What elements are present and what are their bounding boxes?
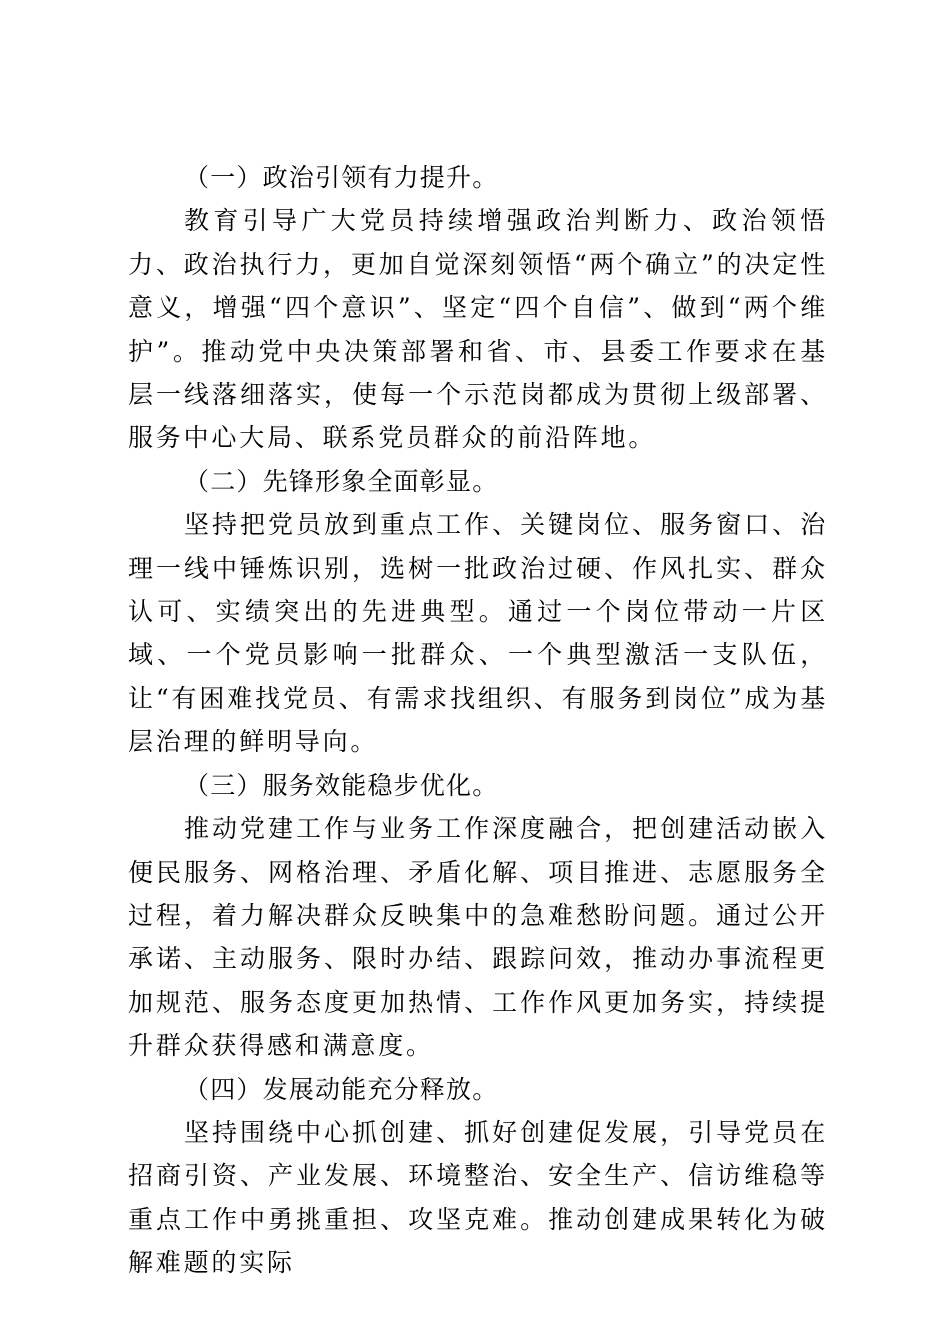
section-paragraph: 坚持把党员放到重点工作、关键岗位、服务窗口、治理一线中锤炼识别，选树一批政治过硬、作风扎实、群众认可、实绩突出的先进典型。通过一个岗位带动一片区域、一个党员影响一批群众、一个典型激活一支队伍，让“有困难找党员、有需求找组织、有服务到岗位”成为基层治理的鲜明导向。 <box>128 510 828 757</box>
section-paragraph: 教育引导广大党员持续增强政治判断力、政治领悟力、政治执行力，更加自觉深刻领悟“两个确立”的决定性意义，增强“四个意识”、坚定“四个自信”、做到“两个维护”。推动党中央决策部署和省、市、县委工作要求在基层一线落细落实，使每一个示范岗都成为贯彻上级部署、服务中心大局、联系党员群众的前沿阵地。 <box>128 206 828 453</box>
document-page <box>128 156 828 1285</box>
section-heading: （三）服务效能稳步优化。 <box>184 770 499 800</box>
section-heading: （二）先锋形象全面彰显。 <box>184 466 499 496</box>
section-paragraph: 坚持围绕中心抓创建、抓好创建促发展，引导党员在招商引资、产业发展、环境整治、安全生产、信访维稳等重点工作中勇挑重担、攻坚克难。推动创建成果转化为破解难题的实际 <box>128 1117 828 1278</box>
section-heading: （四）发展动能充分释放。 <box>184 1074 499 1104</box>
section-heading: （一）政治引领有力提升。 <box>184 163 499 192</box>
section-paragraph: 推动党建工作与业务工作深度融合，把创建活动嵌入便民服务、网格治理、矛盾化解、项目推进、志愿服务全过程，着力解决群众反映集中的急难愁盼问题。通过公开承诺、主动服务、限时办结、跟踪问效，推动办事流程更加规范、服务态度更加热情、工作作风更加务实，持续提升群众获得感和满意度。 <box>128 814 828 1061</box>
